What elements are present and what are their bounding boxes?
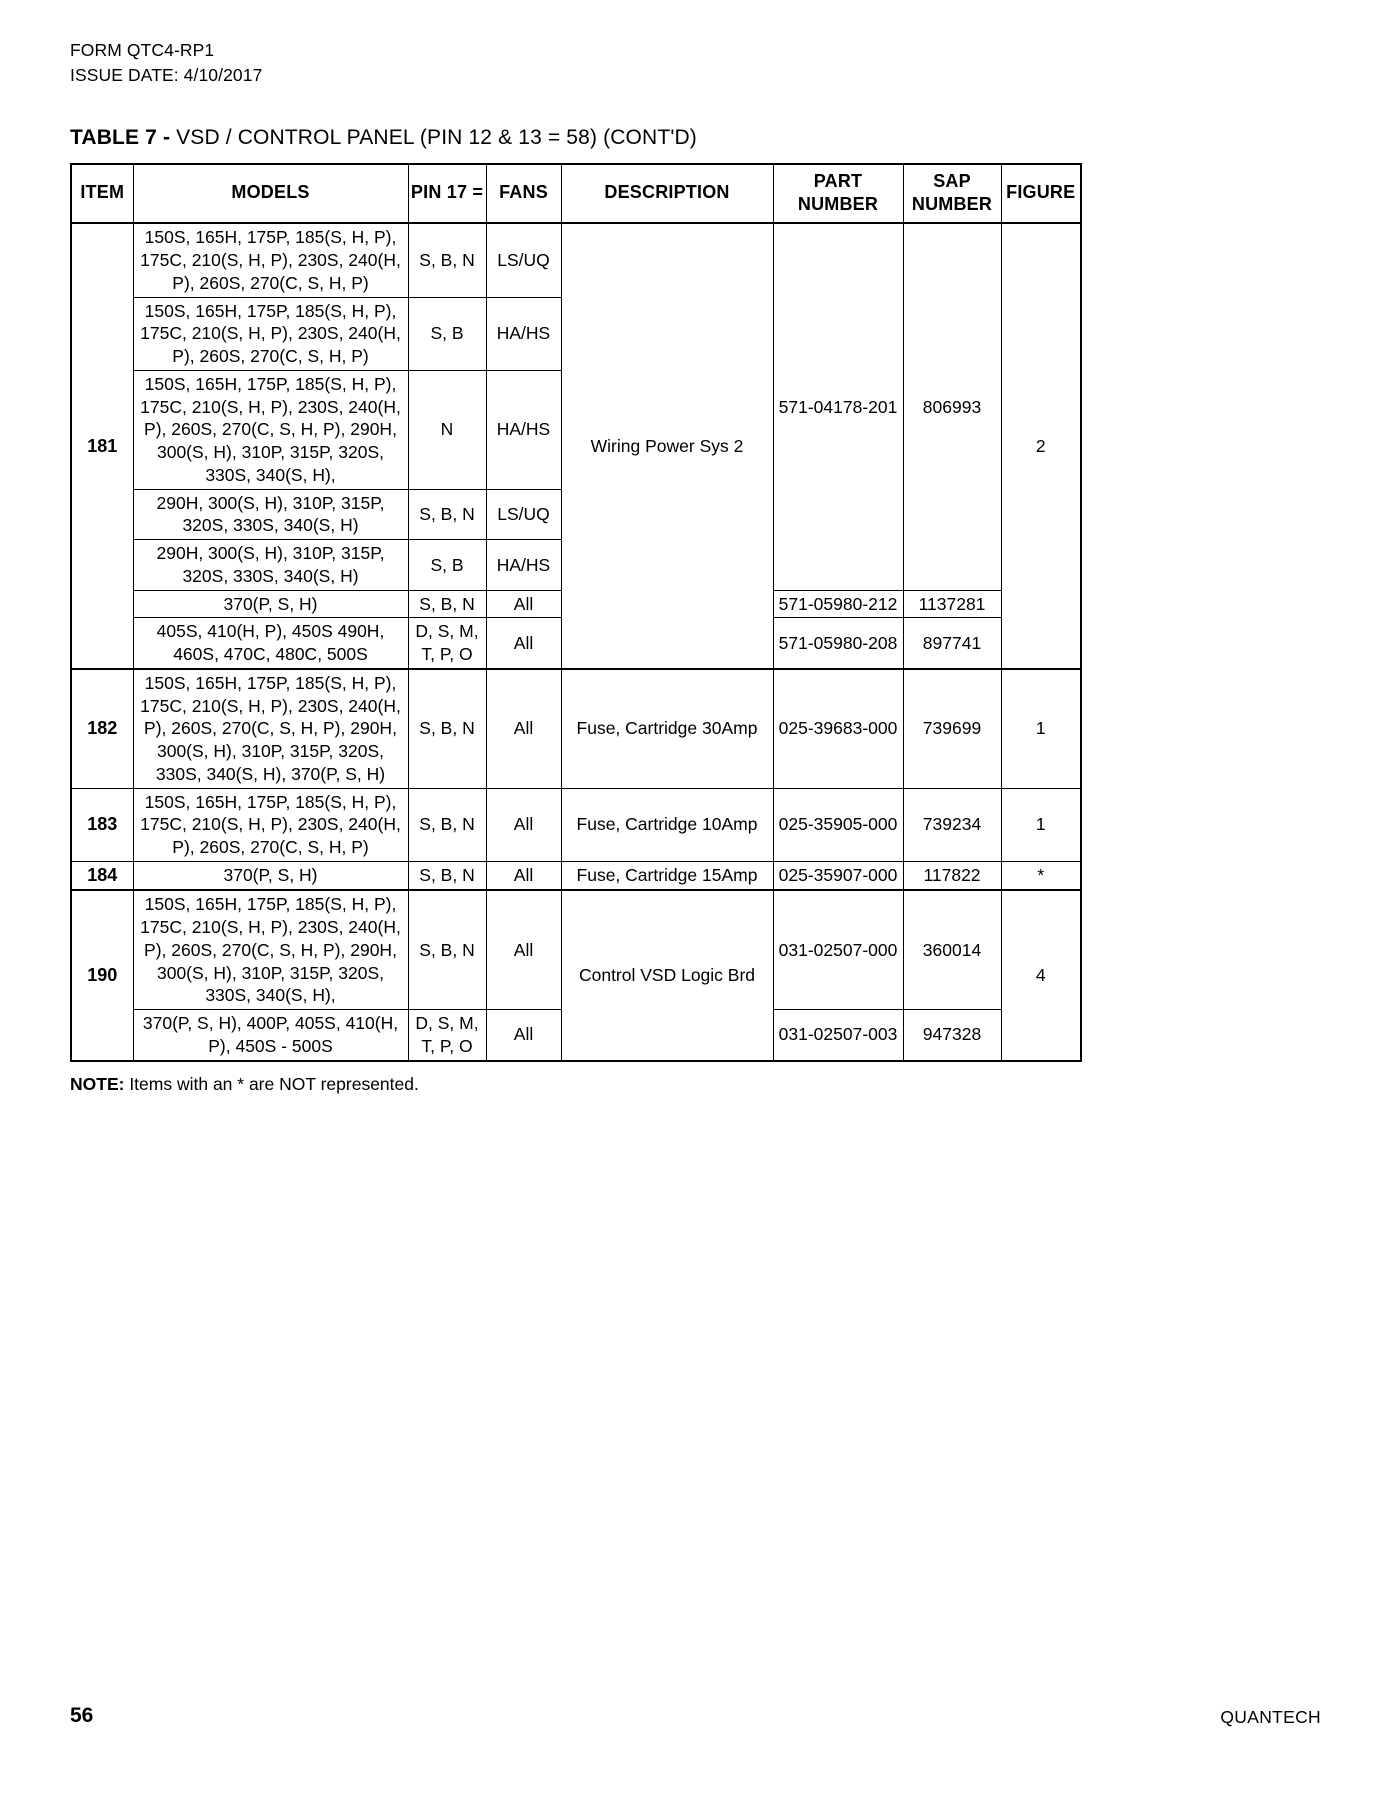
cell-description: Fuse, Cartridge 15Amp [561,861,773,890]
cell-sap-number: 947328 [903,1010,1001,1061]
cell-pin17: S, B, N [408,489,486,540]
table-title [70,126,1321,150]
table-row [71,669,1081,788]
page-footer [70,1704,1321,1728]
table-row [71,788,1081,861]
issue-date: ISSUE DATE: 4/10/2017 [70,64,263,85]
cell-models: 150S, 165H, 175P, 185(S, H, P), 175C, 210(S, H, P), 230S, 240(H, P), 260S, 270(C, S, H, P), 290H, 300(S, H), 310P, 315P, 320S, 330S, 340(S, H), [133,890,408,1009]
cell-pin17: D, S, M, T, P, O [408,618,486,669]
note-text: Items with an * are NOT represented. [124,1073,419,1094]
cell-pin17: S, B [408,297,486,370]
cell-fans: All [486,861,561,890]
table-note [70,1074,1321,1095]
document-header [70,38,1321,88]
form-number: FORM QTC4-RP1 [70,40,215,60]
cell-models: 370(P, S, H), 400P, 405S, 410(H, P), 450S - 500S [133,1010,408,1061]
cell-models: 290H, 300(S, H), 310P, 315P, 320S, 330S, 340(S, H) [133,540,408,591]
cell-description: Fuse, Cartridge 10Amp [561,788,773,861]
cell-fans: LS/UQ [486,489,561,540]
cell-pin17: S, B, N [408,669,486,788]
cell-item: 182 [71,669,133,788]
column-header-fans: FANS [486,164,561,224]
cell-models: 150S, 165H, 175P, 185(S, H, P), 175C, 210(S, H, P), 230S, 240(H, P), 260S, 270(C, S, H, P), 290H, 300(S, H), 310P, 315P, 320S, 330S, 340(S, H), [133,370,408,489]
cell-sap-number: 1137281 [903,590,1001,618]
cell-models: 370(P, S, H) [133,590,408,618]
cell-part-number: 031-02507-003 [773,1010,903,1061]
column-header-sap-line2: NUMBER [911,194,993,215]
cell-fans: All [486,890,561,1009]
cell-sap-number: 739699 [903,669,1001,788]
cell-figure: 1 [1001,788,1081,861]
cell-pin17: S, B [408,540,486,591]
column-header-part-number [773,164,903,224]
cell-pin17: S, B, N [408,223,486,297]
column-header-description: DESCRIPTION [561,164,773,224]
cell-models: 150S, 165H, 175P, 185(S, H, P), 175C, 210(S, H, P), 230S, 240(H, P), 260S, 270(C, S, H, P) [133,223,408,297]
cell-description: Wiring Power Sys 2 [561,223,773,669]
cell-fans: HA/HS [486,370,561,489]
column-header-sap-line1: SAP [933,170,971,191]
cell-figure: 4 [1001,890,1081,1060]
column-header-pin17: PIN 17 = [408,164,486,224]
cell-part-number: 571-05980-208 [773,618,903,669]
cell-description: Control VSD Logic Brd [561,890,773,1060]
cell-figure: * [1001,861,1081,890]
table-row [71,861,1081,890]
cell-fans: All [486,590,561,618]
cell-sap-number: 117822 [903,861,1001,890]
cell-fans: HA/HS [486,540,561,591]
cell-item: 190 [71,890,133,1060]
column-header-figure: FIGURE [1001,164,1081,224]
table-title-text: VSD / CONTROL PANEL (PIN 12 & 13 = 58) (CONT'D) [176,125,697,149]
cell-models: 405S, 410(H, P), 450S 490H, 460S, 470C, 480C, 500S [133,618,408,669]
cell-sap-number: 360014 [903,890,1001,1009]
cell-part-number: 025-39683-000 [773,669,903,788]
column-header-item: ITEM [71,164,133,224]
cell-item: 184 [71,861,133,890]
cell-fans: All [486,1010,561,1061]
column-header-part-line2: NUMBER [797,194,879,215]
cell-models: 290H, 300(S, H), 310P, 315P, 320S, 330S, 340(S, H) [133,489,408,540]
cell-item: 183 [71,788,133,861]
column-header-models: MODELS [133,164,408,224]
cell-part-number: 571-04178-201 [773,223,903,590]
table-row [71,223,1081,297]
cell-fans: HA/HS [486,297,561,370]
cell-models: 370(P, S, H) [133,861,408,890]
table-header-row [71,164,1081,224]
note-label: NOTE: [70,1073,125,1094]
cell-item: 181 [71,223,133,669]
cell-part-number: 025-35905-000 [773,788,903,861]
table-row [71,890,1081,1009]
cell-models: 150S, 165H, 175P, 185(S, H, P), 175C, 210(S, H, P), 230S, 240(H, P), 260S, 270(C, S, H, P), 290H, 300(S, H), 310P, 315P, 320S, 330S, 340(S, H), 370(P, S, H) [133,669,408,788]
parts-table-body [71,223,1081,1060]
column-header-part-line1: PART [813,170,863,191]
cell-models: 150S, 165H, 175P, 185(S, H, P), 175C, 210(S, H, P), 230S, 240(H, P), 260S, 270(C, S, H, P) [133,297,408,370]
cell-models: 150S, 165H, 175P, 185(S, H, P), 175C, 210(S, H, P), 230S, 240(H, P), 260S, 270(C, S, H, P) [133,788,408,861]
cell-sap-number: 897741 [903,618,1001,669]
cell-pin17: N [408,370,486,489]
cell-sap-number: 739234 [903,788,1001,861]
column-header-sap-number [903,164,1001,224]
cell-pin17: S, B, N [408,890,486,1009]
cell-fans: All [486,669,561,788]
cell-fans: All [486,618,561,669]
cell-pin17: D, S, M, T, P, O [408,1010,486,1061]
table-title-label: TABLE 7 - [70,125,177,149]
cell-figure: 2 [1001,223,1081,669]
cell-fans: All [486,788,561,861]
cell-description: Fuse, Cartridge 30Amp [561,669,773,788]
cell-pin17: S, B, N [408,861,486,890]
parts-table [70,163,1082,1062]
cell-figure: 1 [1001,669,1081,788]
brand-name: QUANTECH [1220,1707,1321,1727]
cell-part-number: 571-05980-212 [773,590,903,618]
cell-part-number: 025-35907-000 [773,861,903,890]
page-number: 56 [70,1704,94,1727]
cell-pin17: S, B, N [408,590,486,618]
cell-fans: LS/UQ [486,223,561,297]
cell-part-number: 031-02507-000 [773,890,903,1009]
cell-sap-number: 806993 [903,223,1001,590]
cell-pin17: S, B, N [408,788,486,861]
